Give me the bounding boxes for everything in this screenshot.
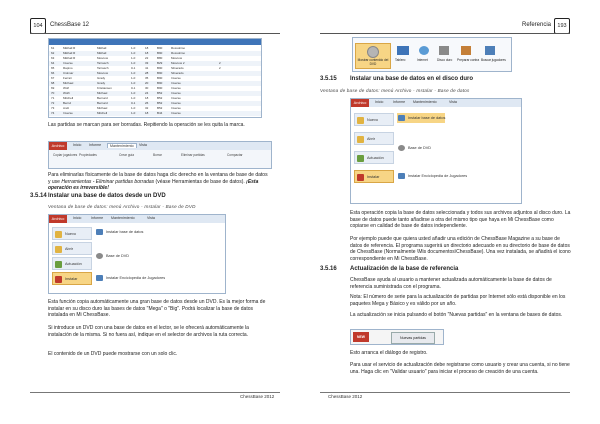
- ribbon-prepare: Preparar contra: [457, 58, 480, 62]
- menu-path: Ventana de base de datos: menú Archivo - Instalar - Base de datos: [320, 88, 470, 93]
- table-cell: 74: [51, 111, 55, 115]
- table-cell: 1-0: [131, 96, 136, 100]
- table-cell: 66: [51, 71, 55, 75]
- table-cell: Rossolimo: [171, 46, 186, 50]
- table-cell: 30: [145, 86, 149, 90]
- table-cell: Rossolimo: [171, 51, 186, 55]
- menu-install-label: Instalar: [367, 175, 380, 179]
- section-title-harddisk: Instalar una base de datos en el disco duro: [350, 76, 474, 82]
- ribbon-board: Tablero: [395, 58, 406, 62]
- table-cell: 67: [51, 76, 55, 80]
- menu-update-label: Actuación: [367, 156, 384, 160]
- paragraph-dvd-content: El contenido de un DVD puede mostrarse con un solo clic.: [48, 351, 178, 357]
- submenu-dvd-base: [397, 143, 431, 153]
- table-row: [49, 111, 261, 116]
- table-cell: Grady: [97, 81, 106, 85]
- tab-maintenance: Mantenimiento: [107, 143, 137, 148]
- table-cell: B44: [157, 111, 163, 115]
- table-cell: Mikhail R: [63, 51, 76, 55]
- new-games-screenshot: [350, 329, 444, 345]
- table-cell: Mikhail R: [63, 46, 76, 50]
- paragraph-dvd-copy: Esta función copia automáticamente una gran base de datos desde un DVD. Es la mejor forma de instalar en su disco duro las bases de datos "Mega" o "Big". Podrá localizar la base de datos instalada en Mi ChessBase.: [48, 299, 266, 319]
- right-page: [300, 0, 600, 424]
- tab-report: Informe: [393, 100, 406, 104]
- table-cell: Michael: [63, 81, 74, 85]
- menu-open-label: Abrir: [367, 137, 376, 141]
- table-cell: Bernard: [97, 96, 108, 100]
- table-cell: 18: [145, 111, 149, 115]
- tab-home: Inicio: [375, 100, 384, 104]
- menu-open: [354, 132, 394, 145]
- table-cell: Ciolmar: [63, 71, 74, 75]
- menu-update: [354, 151, 394, 164]
- submenu-install-database-label: Instalar base de datos: [106, 230, 144, 234]
- section-title-dvd: Instalar una base de datos desde un DVD: [48, 193, 166, 199]
- submenu-dvd-base-label: Base de DVD: [408, 146, 432, 150]
- ribbon-screenshot: [48, 141, 272, 169]
- board-icon: [397, 46, 409, 55]
- table-header-bar: [49, 39, 261, 45]
- paragraph-note-serial: Nota: El número de serie para la actualización de partidas por Internet sólo está disponible en los paquetes Mega y Básico y es válido por un año.: [350, 294, 566, 307]
- tab-maintenance: Mantenimiento: [413, 100, 437, 104]
- table-cell: 65: [51, 66, 55, 70]
- table-cell: B52: [157, 91, 163, 95]
- menu-install: [354, 170, 394, 183]
- ribbon-label-remove-games: Eliminar partidas: [181, 153, 205, 157]
- table-cell: B52: [157, 101, 163, 105]
- table-cell: Ferrari: [63, 76, 72, 80]
- menu-open-label: Abrir: [65, 247, 74, 251]
- file-tab: Archivo: [49, 142, 67, 150]
- ribbon-search-players: Buscar jugadores: [481, 58, 506, 62]
- tab-view: Vista: [147, 216, 155, 220]
- section-number-3-5-16: 3.5.16: [320, 266, 337, 272]
- page-number: 104: [30, 18, 46, 34]
- menu-path: Ventana de base de datos: menú Archivo - Instalar - Base de DVD: [48, 204, 196, 209]
- section-number-3-5-14: 3.5.14: [30, 193, 47, 199]
- table-cell: Inverse: [171, 91, 181, 95]
- menu-open: [52, 242, 92, 255]
- table-cell: Mitchell: [97, 111, 108, 115]
- show-dvd-button: [355, 43, 391, 69]
- footer-rule: [320, 392, 570, 393]
- table-cell: 24: [145, 91, 149, 95]
- table-cell: Mikhail: [97, 51, 107, 55]
- ribbon-label-properties: Propiedades: [79, 153, 97, 157]
- tab-view: Vista: [139, 143, 147, 147]
- table-cell: 1-0: [131, 91, 136, 95]
- encyclopedia-icon: [96, 275, 103, 281]
- table-cell: Andi: [63, 106, 70, 110]
- tab-maintenance: Mantenimiento: [111, 216, 135, 220]
- table-cell: B52: [157, 106, 163, 110]
- paragraph-delete-physically: [48, 172, 270, 192]
- table-cell: Rapino: [63, 66, 73, 70]
- table-cell: Inverse: [171, 81, 181, 85]
- table-cell: 1-0: [131, 46, 136, 50]
- update-icon: [55, 261, 62, 268]
- install-database-screenshot: [350, 98, 522, 204]
- table-cell: 0-1: [131, 66, 136, 70]
- table-cell: 41: [145, 66, 149, 70]
- table-cell: Inverse: [171, 76, 181, 80]
- table-cell: Inverse: [171, 101, 181, 105]
- table-cell: Mikhail: [97, 46, 107, 50]
- paragraph-marked-deleted: Las partidas se marcan para ser borradas. Repitiendo la operación se les quita la marca.: [48, 122, 245, 128]
- table-cell: B90: [157, 71, 163, 75]
- tab-report: Informe: [91, 216, 104, 220]
- paragraph-auto-update: ChessBase ayuda al usuario a mantener actualizada automáticamente la base de datos de referencia suministrada con el programa.: [350, 277, 552, 290]
- game-list-screenshot: [48, 38, 262, 118]
- table-cell: 61: [51, 46, 55, 50]
- table-cell: Bernard: [97, 101, 108, 105]
- table-cell: 32: [145, 106, 149, 110]
- menu-new-label: Nuevo: [65, 232, 76, 236]
- table-cell: B90: [157, 51, 163, 55]
- install-icon: [55, 276, 62, 283]
- menu-tab-bar: [49, 215, 225, 223]
- paragraph-dvd-insert: Si introduce un DVD con una base de datos en el lector, se le ofrecerá automáticamente la instalación de la misma. Si no fuera así, indique en el selector de archivos la ruta correcta.: [48, 325, 249, 338]
- install-menu-screenshot: [48, 214, 226, 294]
- submenu-install-database: [397, 113, 445, 123]
- menu-new: [52, 227, 92, 240]
- table-cell: 70: [51, 91, 55, 95]
- show-dvd-label: Mostrar contenido del DVD: [357, 58, 389, 66]
- paragraph-registration-dialog: Esto arranca el diálogo de registro.: [350, 350, 428, 356]
- submenu-player-encyclopedia: [95, 273, 165, 283]
- table-cell: 35: [145, 76, 149, 80]
- ribbon-label-compact: Compactar: [227, 153, 243, 157]
- table-cell: B90: [157, 66, 163, 70]
- para2-path: Herramientas - Eliminar partidas borradas: [61, 178, 155, 185]
- table-cell: Inverse: [63, 61, 73, 65]
- database-icon: [96, 229, 103, 235]
- table-cell: Inverse: [63, 111, 73, 115]
- footer-rule: [30, 392, 280, 393]
- page-footer: ChessBase 2012: [240, 394, 275, 399]
- ribbon-label-delete: Borrar: [153, 153, 162, 157]
- paragraph-register-account: Para usar el servicio de actualización debe registrarse como usuario y crear una cuenta, si no tiene una. Haga clic en "Validar usuario" para iniciar el proceso de creación de una cuenta.: [350, 362, 570, 375]
- submenu-player-encyclopedia-label: Instalar Enciclopedia de Jugadores: [106, 276, 166, 280]
- ribbon-label-copy-players: Copiar jugadores: [53, 153, 78, 157]
- section-title-update: Actualización de la base de referencia: [350, 266, 459, 272]
- table-cell: 1-0: [131, 76, 136, 80]
- table-cell: 20: [145, 81, 149, 85]
- table-cell: 62: [51, 51, 55, 55]
- table-cell: 1-0: [131, 106, 136, 110]
- table-cell: Silverado: [171, 71, 184, 75]
- table-cell: 1-0: [131, 71, 136, 75]
- table-cell: B90: [157, 46, 163, 50]
- table-cell: 18: [145, 46, 149, 50]
- table-cell: 2: [219, 61, 221, 65]
- table-cell: Wolf: [63, 86, 69, 90]
- table-cell: 1-0: [131, 51, 136, 55]
- menu-install: [52, 272, 92, 285]
- table-cell: 68: [51, 81, 55, 85]
- ribbon-harddisk: Disco duro: [437, 58, 453, 62]
- table-cell: B52: [157, 96, 163, 100]
- section-number-3-5-15: 3.5.15: [320, 76, 337, 82]
- table-cell: 18: [145, 96, 149, 100]
- table-cell: 18: [145, 51, 149, 55]
- table-cell: 73: [51, 106, 55, 110]
- table-cell: 69: [51, 86, 55, 90]
- table-cell: 33: [145, 61, 149, 65]
- menu-new: [354, 113, 394, 126]
- table-cell: 71: [51, 96, 55, 100]
- para2-warning: ¡Esta operación es irreversible!: [48, 178, 259, 192]
- submenu-install-database: [95, 227, 143, 237]
- submenu-install-database-label: Instalar base de datos: [408, 116, 446, 120]
- ribbon-internet: Internet: [417, 58, 428, 62]
- dvd-icon: [398, 145, 405, 151]
- table-cell: Moscow 2: [171, 61, 185, 65]
- table-cell: 1-0: [131, 56, 136, 60]
- table-cell: 1-0: [131, 61, 136, 65]
- open-icon: [357, 136, 364, 143]
- players-icon: [485, 46, 495, 55]
- table-cell: 2: [219, 66, 221, 70]
- dvd-disc-icon: [367, 46, 379, 58]
- table-cell: 26: [145, 101, 149, 105]
- paragraph-magazine-example: Por ejemplo puede que quiera usted añadir una edición de ChessBase Magazine a su base de datos de referencia. El programa sugerirá un directorio adecuado en su directorio de base de datos de ChessBase (Normalmente \Mis documentos\ChessBase). Una vez instalada, se añadirá el icono correspondiente en Mi ChessBase.: [350, 236, 571, 262]
- page-number: 193: [554, 18, 570, 34]
- update-icon: [357, 155, 364, 162]
- new-icon: [357, 117, 364, 124]
- open-icon: [55, 246, 62, 253]
- table-cell: Moscow: [97, 71, 109, 75]
- table-cell: 28: [145, 71, 149, 75]
- new-badge: NEW: [353, 332, 369, 342]
- table-cell: Inverse: [171, 111, 181, 115]
- submenu-player-encyclopedia-label: Instalar Enciclopedia de Jugadores: [408, 174, 468, 178]
- paragraph-update-start: La actualización se inicia pulsando el botón "Nuevas partidas" en la ventana de bases de datos.: [350, 312, 563, 318]
- table-cell: Tarrasch: [97, 66, 109, 70]
- table-cell: Michael: [97, 106, 108, 110]
- table-cell: 0-1: [131, 101, 136, 105]
- table-cell: B29: [157, 61, 163, 65]
- tab-home: Inicio: [73, 143, 82, 147]
- table-cell: Mitchell: [63, 96, 74, 100]
- dvd-icon: [96, 253, 103, 259]
- install-icon: [357, 174, 364, 181]
- dvd-ribbon-screenshot: [352, 37, 512, 72]
- table-cell: Moscow: [171, 56, 183, 60]
- prepare-icon: [461, 46, 471, 55]
- table-cell: 63: [51, 56, 55, 60]
- submenu-dvd-base: [95, 251, 129, 261]
- harddisk-icon: [439, 46, 449, 55]
- para2-ref: (véase Herramientas de base de datos).: [155, 178, 245, 185]
- table-cell: 22: [145, 56, 149, 60]
- menu-new-label: Nuevo: [367, 118, 378, 122]
- table-cell: Kristiansen: [97, 86, 112, 90]
- table-cell: 0-1: [131, 86, 136, 90]
- para2-text: Para eliminarlas físicamente de la base de datos haga clic derecho en la ventana de base de datos y use: [48, 172, 268, 185]
- table-cell: Michael: [97, 91, 108, 95]
- table-cell: Grady: [97, 76, 106, 80]
- table-cell: Wolfi: [63, 91, 70, 95]
- ribbon-tab-bar: [49, 142, 271, 150]
- paragraph-copy-database: Esta operación copia la base de datos seleccionada y todos sus archivos adjuntos al disco duro. La base de datos puede tanto añadirse a otra del mismo tipo que haya en Mi ChessBase como copiarse en calidad de base de datos independiente.: [350, 210, 571, 230]
- table-cell: Mikhail R: [63, 56, 76, 60]
- file-tab: Archivo: [49, 215, 67, 223]
- submenu-dvd-base-label: Base de DVD: [106, 254, 130, 258]
- table-cell: Silverado: [171, 66, 184, 70]
- table-cell: Moscow: [97, 56, 109, 60]
- table-cell: 1-0: [131, 111, 136, 115]
- table-cell: 64: [51, 61, 55, 65]
- tab-home: Inicio: [73, 216, 82, 220]
- internet-icon: [419, 46, 429, 55]
- table-cell: Bernd: [63, 101, 72, 105]
- table-cell: Inverse: [171, 86, 181, 90]
- running-header: Referencia: [522, 22, 552, 28]
- table-cell: B90: [157, 81, 163, 85]
- tab-view: Vista: [449, 100, 457, 104]
- menu-install-label: Instalar: [65, 277, 78, 281]
- table-cell: B90: [157, 76, 163, 80]
- ribbon-label-create-guide: Crear guía: [119, 153, 135, 157]
- page-footer: ChessBase 2012: [328, 394, 363, 399]
- table-cell: B90: [157, 86, 163, 90]
- table-cell: 72: [51, 101, 55, 105]
- menu-tab-bar: [351, 99, 521, 107]
- table-cell: Inverse: [171, 106, 181, 110]
- file-tab: Archivo: [351, 99, 369, 107]
- header-rule: [320, 33, 570, 34]
- table-cell: 1-0: [131, 81, 136, 85]
- submenu-player-encyclopedia: [397, 171, 467, 181]
- encyclopedia-icon: [398, 173, 405, 179]
- menu-update-label: Actuación: [65, 262, 82, 266]
- table-cell: Inverse: [171, 96, 181, 100]
- header-rule: [30, 33, 280, 34]
- table-cell: Tarrasch: [97, 61, 109, 65]
- menu-update: [52, 257, 92, 270]
- table-cell: B80: [157, 56, 163, 60]
- running-header: ChessBase 12: [50, 22, 90, 28]
- new-icon: [55, 231, 62, 238]
- tab-report: Informe: [89, 143, 102, 147]
- new-games-button: Nuevas partidas: [391, 332, 435, 344]
- database-icon: [398, 115, 405, 121]
